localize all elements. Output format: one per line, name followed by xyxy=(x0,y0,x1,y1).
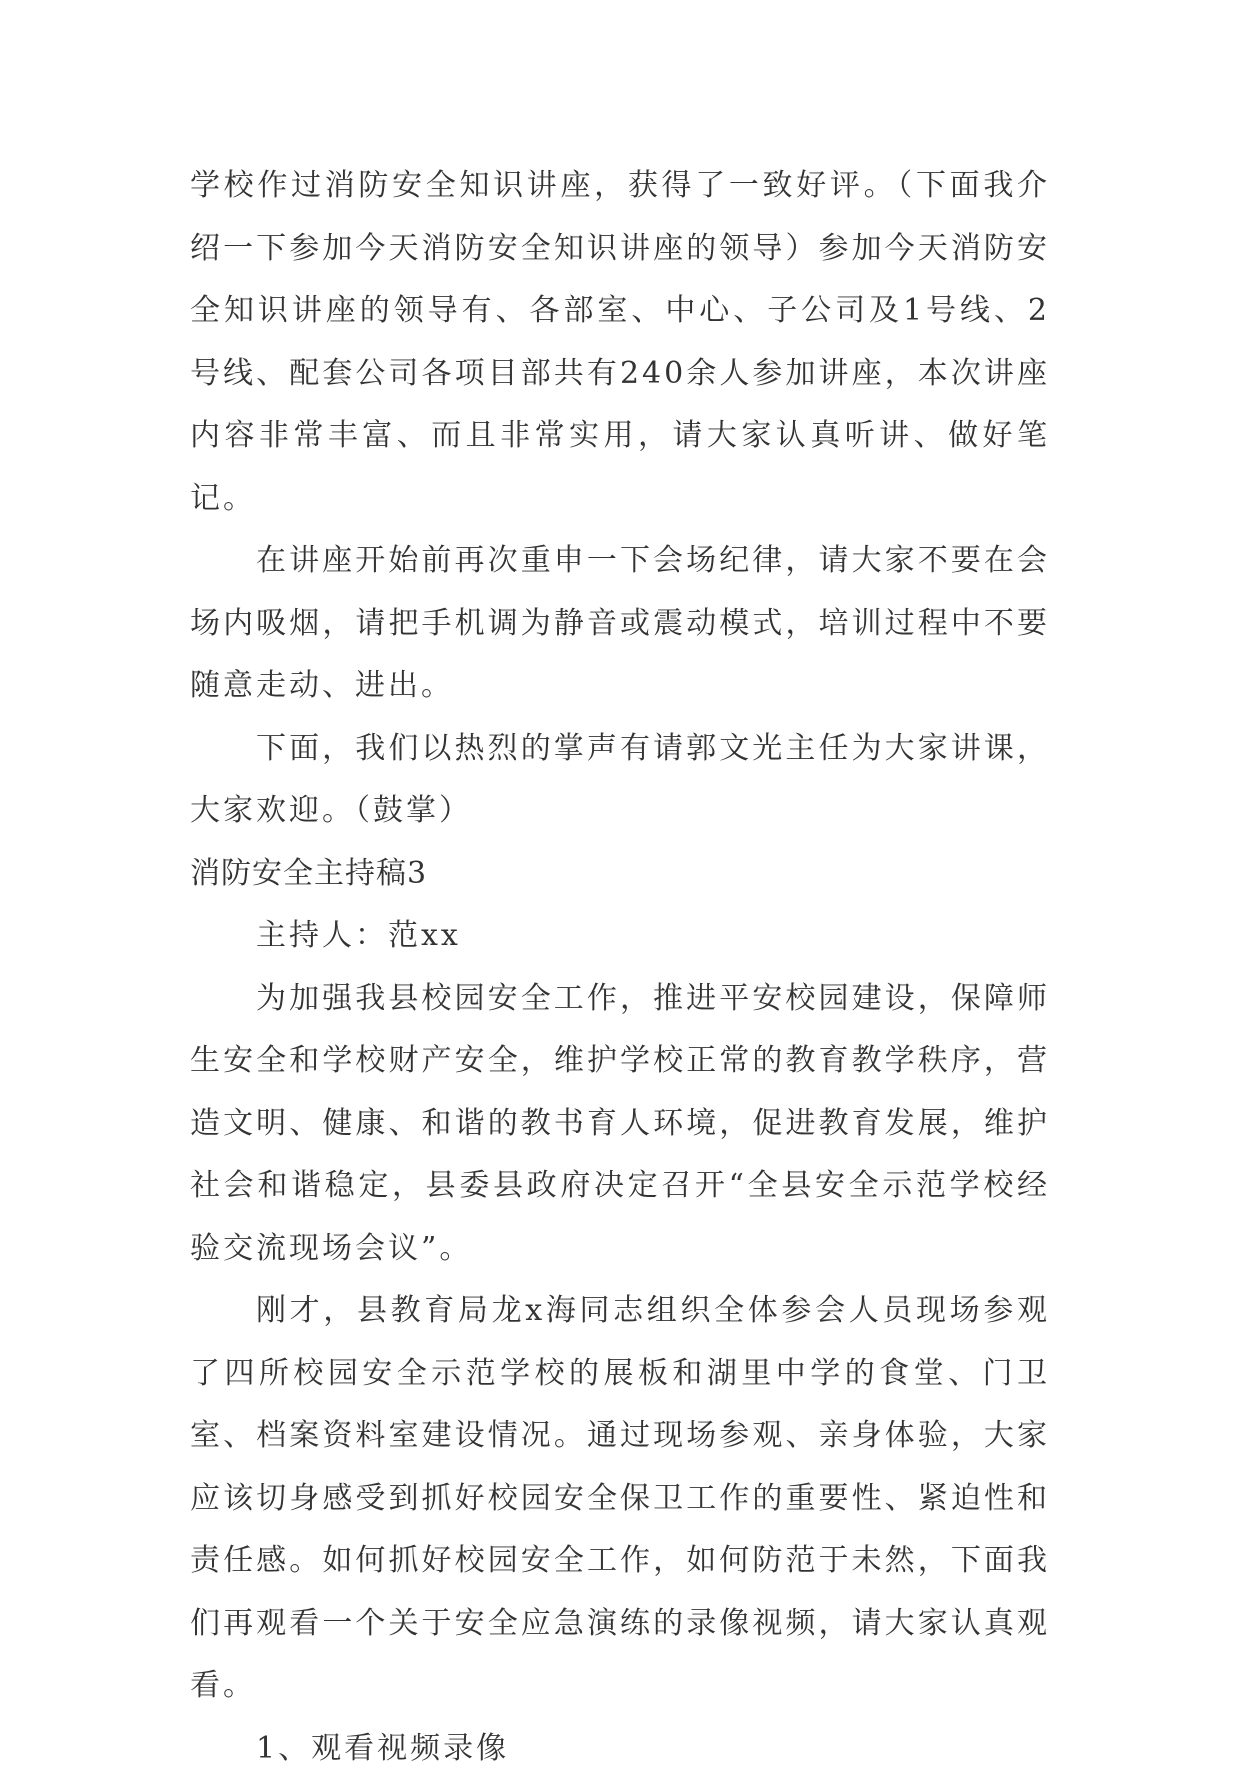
document-body xyxy=(190,155,1050,1780)
section-heading: 消防安全主持稿3 xyxy=(190,843,1050,906)
paragraph-host: 主持人：范xx xyxy=(190,905,1050,968)
paragraph-welcome-speaker: 下面，我们以热烈的掌声有请郭文光主任为大家讲课，大家欢迎。（鼓掌） xyxy=(190,718,1050,843)
paragraph-agenda-item: 1、观看视频录像 xyxy=(190,1718,1050,1780)
paragraph-discipline: 在讲座开始前再次重申一下会场纪律，请大家不要在会场内吸烟，请把手机调为静音或震动模式，培训过程中不要随意走动、进出。 xyxy=(190,530,1050,718)
paragraph-meeting-purpose: 为加强我县校园安全工作，推进平安校园建设，保障师生安全和学校财产安全，维护学校正常的教育教学秩序，营造文明、健康、和谐的教书育人环境，促进教育发展，维护社会和谐稳定，县委县政府决定召开“全县安全示范学校经验交流现场会议”。 xyxy=(190,968,1050,1281)
paragraph-site-visit: 刚才，县教育局龙x海同志组织全体参会人员现场参观了四所校园安全示范学校的展板和湖里中学的食堂、门卫室、档案资料室建设情况。通过现场参观、亲身体验，大家应该切身感受到抓好校园安全保卫工作的重要性、紧迫性和责任感。如何抓好校园安全工作，如何防范于未然，下面我们再观看一个关于安全应急演练的录像视频，请大家认真观看。 xyxy=(190,1280,1050,1718)
paragraph-lecture-intro: 学校作过消防安全知识讲座，获得了一致好评。（下面我介绍一下参加今天消防安全知识讲座的领导）参加今天消防安全知识讲座的领导有、各部室、中心、子公司及1号线、2号线、配套公司各项目部共有240余人参加讲座，本次讲座内容非常丰富、而且非常实用，请大家认真听讲、做好笔记。 xyxy=(190,155,1050,530)
